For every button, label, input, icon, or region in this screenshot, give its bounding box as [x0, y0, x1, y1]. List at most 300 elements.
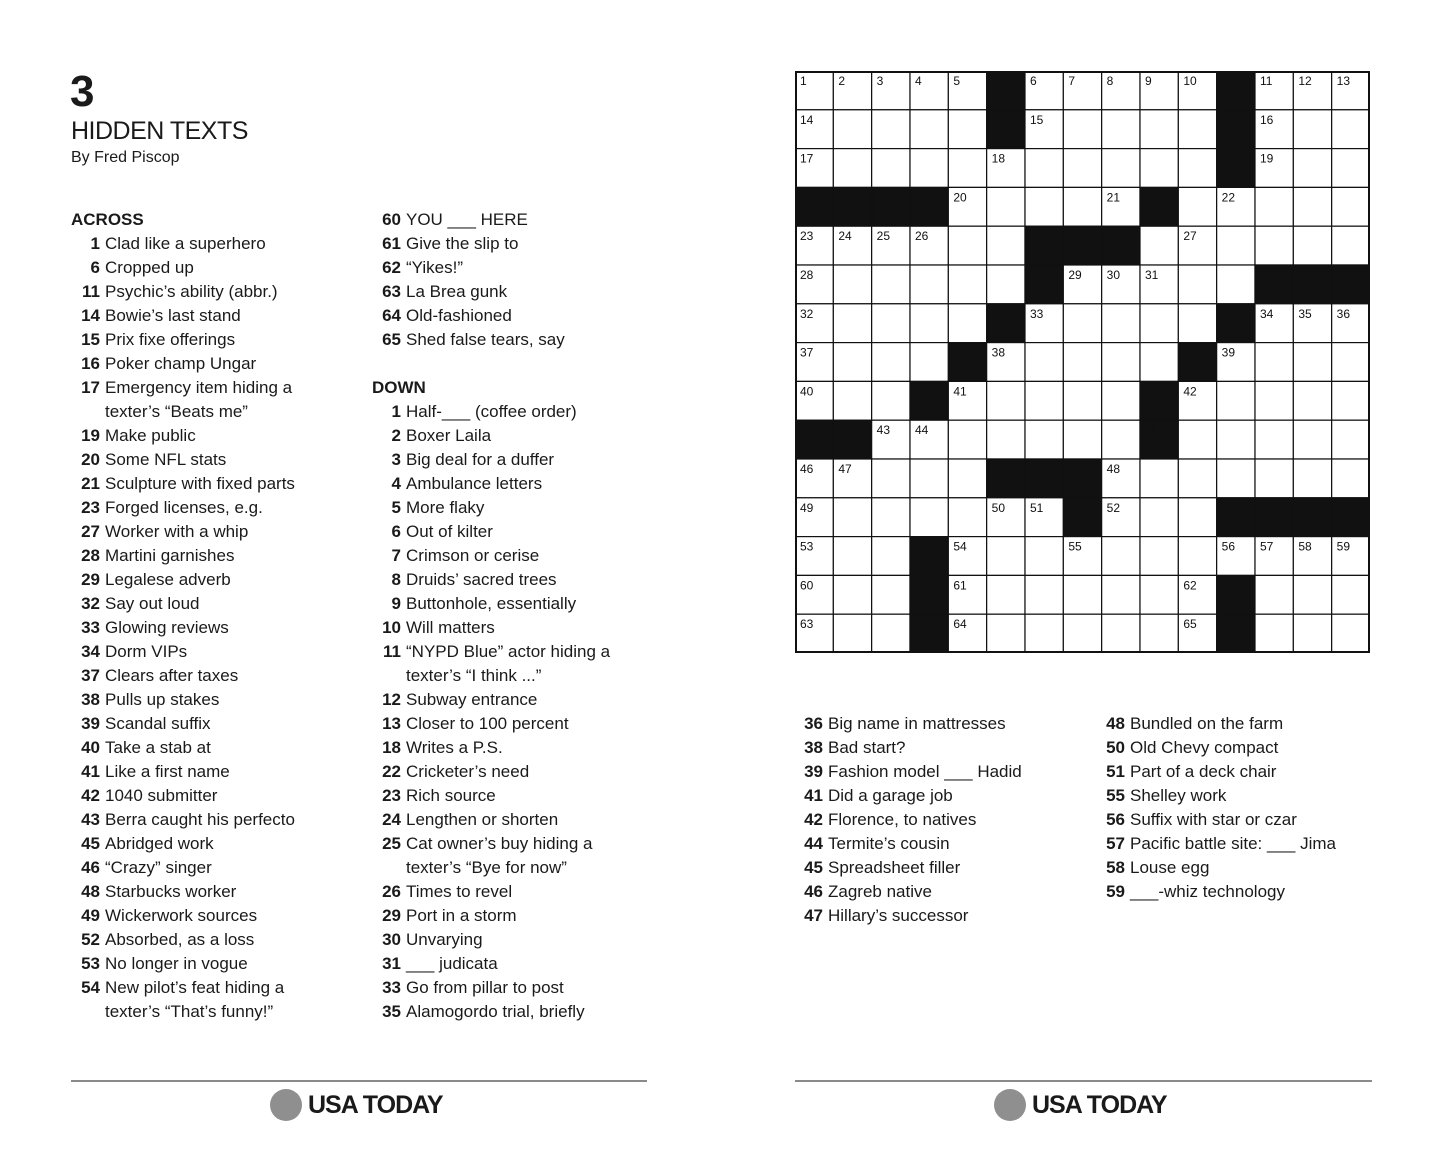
clue-item	[372, 448, 672, 472]
clue-number: 23	[382, 786, 401, 805]
grid-number: 24	[838, 229, 852, 244]
footer-divider-left	[71, 1080, 647, 1082]
footer-divider-right	[795, 1080, 1372, 1082]
grid-cell[interactable]	[833, 149, 871, 188]
grid-cell[interactable]	[987, 420, 1025, 459]
clue-number: 30	[382, 930, 401, 949]
clue-text: texter’s “That’s funny!”	[105, 1002, 274, 1021]
clue-text: Make public	[105, 426, 196, 445]
grid-block	[910, 537, 948, 576]
clue-text: Port in a storm	[406, 906, 517, 925]
grid-cell[interactable]	[1332, 381, 1370, 420]
grid-number: 32	[800, 306, 814, 321]
clue-text: Half-___ (coffee order)	[406, 402, 577, 421]
clue-text: Psychic’s ability (abbr.)	[105, 282, 278, 301]
clue-text: Suffix with star or czar	[1130, 810, 1297, 829]
grid-number: 30	[1106, 268, 1121, 282]
clue-text: Say out loud	[105, 594, 200, 613]
grid-cell[interactable]	[1178, 149, 1216, 188]
clue-text: Big name in mattresses	[828, 714, 1006, 733]
grid-cell[interactable]	[1332, 187, 1370, 226]
grid-cell[interactable]	[948, 265, 986, 304]
clue-text: Old Chevy compact	[1130, 738, 1279, 757]
clue-text: Scandal suffix	[105, 714, 211, 733]
grid-cell[interactable]	[872, 265, 910, 304]
clue-number: 58	[1106, 858, 1125, 877]
grid-block	[1217, 110, 1255, 149]
grid-block	[795, 187, 833, 226]
grid-cell[interactable]	[1332, 575, 1370, 614]
grid-cell[interactable]	[948, 226, 986, 265]
grid-number: 41	[953, 384, 967, 399]
grid-number: 50	[991, 500, 1006, 515]
grid-cell[interactable]	[1293, 381, 1331, 420]
clue-item	[1096, 880, 1396, 904]
clue-number: 10	[382, 618, 401, 637]
grid-cell[interactable]	[1063, 420, 1101, 459]
clue-number: 8	[391, 570, 401, 589]
grid-cell[interactable]	[1025, 420, 1063, 459]
grid-number: 59	[1336, 539, 1351, 554]
clue-text: Prix fixe offerings	[105, 330, 236, 349]
grid-cell[interactable]	[1102, 575, 1140, 614]
grid-cell[interactable]	[1332, 459, 1370, 498]
clue-item	[71, 904, 361, 928]
grid-number: 18	[991, 151, 1006, 166]
clue-number: 5	[391, 498, 401, 517]
grid-cell[interactable]	[1217, 265, 1255, 304]
grid-cell[interactable]	[872, 110, 910, 149]
grid-number: 57	[1260, 539, 1274, 554]
clue-text: “NYPD Blue” actor hiding a	[406, 642, 611, 661]
grid-cell[interactable]	[987, 614, 1025, 653]
grid-cell[interactable]	[948, 498, 986, 537]
grid-cell[interactable]	[872, 537, 910, 576]
grid-cell[interactable]	[1140, 110, 1178, 149]
grid-cell[interactable]	[1102, 614, 1140, 653]
grid-cell[interactable]	[987, 265, 1025, 304]
grid-cell[interactable]	[872, 149, 910, 188]
grid-cell[interactable]	[1140, 459, 1178, 498]
grid-cell[interactable]	[1217, 420, 1255, 459]
grid-cell[interactable]	[833, 614, 871, 653]
clue-item	[71, 688, 361, 712]
grid-cell[interactable]	[948, 110, 986, 149]
grid-cell[interactable]	[1025, 187, 1063, 226]
clue-item	[794, 736, 1084, 760]
grid-cell[interactable]	[1178, 304, 1216, 343]
clue-text: New pilot’s feat hiding a	[105, 978, 285, 997]
grid-cell[interactable]	[948, 149, 986, 188]
grid-cell[interactable]	[833, 575, 871, 614]
clue-number: 46	[81, 858, 100, 877]
grid-cell[interactable]	[1140, 537, 1178, 576]
grid-block	[1102, 226, 1140, 265]
grid-cell[interactable]	[1140, 614, 1178, 653]
clue-item	[794, 808, 1084, 832]
grid-cell[interactable]	[910, 149, 948, 188]
grid-cell[interactable]	[1217, 381, 1255, 420]
grid-cell[interactable]	[1255, 381, 1293, 420]
clue-item	[794, 832, 1084, 856]
clue-number: 23	[81, 498, 100, 517]
grid-cell[interactable]	[1332, 149, 1370, 188]
grid-cell[interactable]	[872, 498, 910, 537]
clue-number: 4	[391, 474, 401, 493]
clue-text: texter’s “Bye for now”	[406, 858, 567, 877]
clue-number: 22	[382, 762, 401, 781]
grid-cell[interactable]	[1140, 575, 1178, 614]
grid-block	[1217, 498, 1255, 537]
grid-cell[interactable]	[910, 498, 948, 537]
clue-item	[372, 712, 672, 736]
grid-cell[interactable]	[1063, 575, 1101, 614]
grid-cell[interactable]	[833, 498, 871, 537]
clue-number: 14	[81, 306, 100, 325]
grid-number: 26	[915, 229, 929, 244]
grid-number: 2	[838, 74, 846, 88]
grid-cell[interactable]	[1293, 575, 1331, 614]
clue-number: 41	[81, 762, 100, 781]
grid-number: 8	[1106, 74, 1114, 88]
crossword-grid[interactable]	[795, 71, 1370, 653]
grid-cell[interactable]	[833, 265, 871, 304]
grid-cell[interactable]	[1140, 149, 1178, 188]
clue-item	[71, 304, 361, 328]
grid-cell[interactable]	[1332, 110, 1370, 149]
grid-cell[interactable]	[1178, 110, 1216, 149]
clue-number: 62	[382, 258, 401, 277]
clue-number: 13	[382, 714, 401, 733]
puzzle-title: HIDDEN TEXTS	[71, 117, 248, 145]
grid-block	[987, 71, 1025, 110]
clue-text: Abridged work	[105, 834, 214, 853]
grid-cell[interactable]	[1255, 420, 1293, 459]
grid-cell[interactable]	[1140, 343, 1178, 382]
grid-cell[interactable]	[1255, 226, 1293, 265]
clue-number: 39	[804, 762, 823, 781]
grid-cell[interactable]	[833, 110, 871, 149]
clue-text: Did a garage job	[828, 786, 953, 805]
clue-text: Closer to 100 percent	[406, 714, 569, 733]
grid-cell[interactable]	[1102, 304, 1140, 343]
clue-text: Dorm VIPs	[105, 642, 188, 661]
clue-text: Boxer Laila	[406, 426, 492, 445]
grid-cell[interactable]	[1063, 149, 1101, 188]
clue-item	[372, 808, 672, 832]
grid-number: 25	[876, 229, 891, 244]
clue-item	[372, 472, 672, 496]
grid-cell[interactable]	[1025, 537, 1063, 576]
grid-cell[interactable]	[833, 343, 871, 382]
clue-item	[372, 904, 672, 928]
grid-number: 47	[838, 462, 852, 476]
grid-cell[interactable]	[1178, 498, 1216, 537]
clue-number: 49	[81, 906, 100, 925]
clue-number: 7	[391, 546, 401, 565]
grid-cell[interactable]	[910, 459, 948, 498]
byline: By Fred Piscop	[71, 149, 180, 166]
grid-cell[interactable]	[948, 459, 986, 498]
grid-cell[interactable]	[987, 381, 1025, 420]
clue-item	[372, 568, 672, 592]
clue-number: 27	[81, 522, 100, 541]
grid-cell[interactable]	[1063, 381, 1101, 420]
grid-number: 56	[1221, 539, 1236, 554]
grid-block	[910, 187, 948, 226]
clue-item	[372, 280, 672, 304]
clue-item	[1096, 856, 1396, 880]
grid-cell[interactable]	[910, 265, 948, 304]
grid-number: 12	[1298, 74, 1312, 88]
clue-item	[71, 232, 361, 256]
grid-cell[interactable]	[1293, 110, 1331, 149]
clue-item	[794, 784, 1084, 808]
grid-number: 35	[1298, 306, 1312, 321]
grid-cell[interactable]	[987, 537, 1025, 576]
clue-number: 1	[90, 234, 100, 253]
clue-item	[372, 592, 672, 616]
clue-number: 33	[382, 978, 401, 997]
grid-cell[interactable]	[987, 575, 1025, 614]
grid-cell[interactable]	[833, 304, 871, 343]
clue-text: Worker with a whip	[105, 522, 249, 541]
grid-cell[interactable]	[1102, 110, 1140, 149]
grid-cell[interactable]	[1102, 381, 1140, 420]
clue-number: 18	[382, 738, 401, 757]
grid-cell[interactable]	[1025, 343, 1063, 382]
grid-block	[1332, 498, 1370, 537]
grid-cell[interactable]	[1063, 614, 1101, 653]
grid-number: 19	[1260, 151, 1274, 166]
grid-cell[interactable]	[910, 304, 948, 343]
clue-text: Times to revel	[406, 882, 513, 901]
grid-number: 31	[1145, 268, 1159, 282]
clue-item	[372, 952, 672, 976]
grid-number: 16	[1260, 112, 1274, 127]
grid-cell[interactable]	[1063, 343, 1101, 382]
clue-text: Starbucks worker	[105, 882, 237, 901]
grid-cell[interactable]	[1063, 110, 1101, 149]
clue-number: 37	[81, 666, 100, 685]
grid-cell[interactable]	[1293, 343, 1331, 382]
grid-cell[interactable]	[1025, 614, 1063, 653]
clue-number: 38	[804, 738, 823, 757]
grid-cell[interactable]	[1102, 420, 1140, 459]
grid-number: 9	[1145, 74, 1152, 88]
clue-number	[71, 1000, 105, 1024]
grid-cell[interactable]	[1178, 187, 1216, 226]
grid-cell[interactable]	[833, 381, 871, 420]
section-gap	[372, 352, 672, 376]
grid-cell[interactable]	[1063, 304, 1101, 343]
grid-cell[interactable]	[1178, 265, 1216, 304]
clue-text: Take a stab at	[105, 738, 211, 757]
usa-today-logo-left	[270, 1089, 443, 1121]
clue-number: 15	[81, 330, 100, 349]
clue-column-2	[372, 208, 672, 1024]
grid-cell[interactable]	[1025, 575, 1063, 614]
clue-text: Cricketer’s need	[406, 762, 530, 781]
grid-number: 15	[1030, 112, 1044, 127]
grid-cell[interactable]	[1332, 343, 1370, 382]
grid-cell[interactable]	[833, 537, 871, 576]
clue-number: 45	[81, 834, 100, 853]
grid-cell[interactable]	[1332, 614, 1370, 653]
clue-number: 57	[1106, 834, 1125, 853]
logo-circle-icon	[270, 1089, 302, 1121]
clue-number: 45	[804, 858, 823, 877]
grid-block	[910, 381, 948, 420]
clue-heading: ACROSS	[71, 210, 144, 229]
clue-item	[71, 520, 361, 544]
clue-number: 20	[81, 450, 100, 469]
clue-text: Some NFL stats	[105, 450, 227, 469]
clue-item	[71, 592, 361, 616]
grid-cell[interactable]	[987, 187, 1025, 226]
logo-circle-icon	[994, 1089, 1026, 1121]
grid-cell[interactable]	[1140, 226, 1178, 265]
clue-number: 21	[81, 474, 100, 493]
grid-block	[910, 575, 948, 614]
clue-text: Forged licenses, e.g.	[105, 498, 263, 517]
clue-number: 1	[391, 402, 401, 421]
grid-block	[833, 420, 871, 459]
grid-cell[interactable]	[1255, 187, 1293, 226]
clue-text: Lengthen or shorten	[406, 810, 559, 829]
grid-cell[interactable]	[1025, 149, 1063, 188]
grid-cell[interactable]	[1293, 149, 1331, 188]
grid-cell[interactable]	[1217, 226, 1255, 265]
clue-text: Alamogordo trial, briefly	[406, 1002, 585, 1021]
clue-item	[71, 328, 361, 352]
clue-item	[1096, 736, 1396, 760]
grid-cell[interactable]	[1217, 459, 1255, 498]
grid-cell[interactable]	[872, 381, 910, 420]
grid-cell[interactable]	[1293, 614, 1331, 653]
clue-text: Bad start?	[828, 738, 906, 757]
clue-number: 65	[382, 330, 401, 349]
grid-cell[interactable]	[1063, 187, 1101, 226]
grid-number: 53	[800, 539, 814, 554]
clue-item	[71, 424, 361, 448]
clue-text: texter’s “I think ...”	[406, 666, 542, 685]
clue-number: 31	[382, 954, 401, 973]
grid-number: 14	[800, 112, 814, 127]
grid-block	[1140, 381, 1178, 420]
grid-cell[interactable]	[1293, 187, 1331, 226]
clue-item	[71, 472, 361, 496]
grid-number: 22	[1221, 190, 1236, 205]
grid-cell[interactable]	[1332, 420, 1370, 459]
grid-cell[interactable]	[1293, 420, 1331, 459]
grid-cell[interactable]	[1102, 343, 1140, 382]
clue-text: Berra caught his perfecto	[105, 810, 295, 829]
grid-block	[872, 187, 910, 226]
grid-cell[interactable]	[987, 226, 1025, 265]
grid-block	[1217, 614, 1255, 653]
clue-item	[71, 1000, 361, 1024]
clue-text: Sculpture with fixed parts	[105, 474, 295, 493]
clue-number: 2	[391, 426, 401, 445]
grid-cell[interactable]	[872, 304, 910, 343]
grid-number: 23	[800, 229, 814, 244]
grid-cell[interactable]	[1293, 459, 1331, 498]
grid-cell[interactable]	[1140, 498, 1178, 537]
grid-cell[interactable]	[1255, 459, 1293, 498]
grid-cell[interactable]	[1255, 614, 1293, 653]
clue-number: 56	[1106, 810, 1125, 829]
clue-number: 53	[81, 954, 100, 973]
grid-cell[interactable]	[872, 614, 910, 653]
clue-number: 3	[391, 450, 401, 469]
clue-text: Absorbed, as a loss	[105, 930, 255, 949]
grid-cell[interactable]	[872, 459, 910, 498]
clue-item	[71, 496, 361, 520]
clue-number	[71, 400, 105, 424]
grid-number: 61	[953, 578, 967, 593]
grid-number: 55	[1068, 539, 1082, 554]
puzzle-number: 3	[70, 67, 95, 116]
clue-number: 11	[383, 642, 401, 661]
grid-cell[interactable]	[1178, 420, 1216, 459]
clue-item	[71, 928, 361, 952]
grid-number: 52	[1106, 500, 1121, 515]
grid-cell[interactable]	[1102, 149, 1140, 188]
clue-text: Martini garnishes	[105, 546, 235, 565]
grid-cell[interactable]	[910, 343, 948, 382]
clue-item	[794, 760, 1084, 784]
grid-cell[interactable]	[910, 110, 948, 149]
clue-item	[71, 400, 361, 424]
grid-cell[interactable]	[1293, 226, 1331, 265]
grid-cell[interactable]	[948, 420, 986, 459]
clue-item	[372, 928, 672, 952]
clue-item	[71, 856, 361, 880]
grid-block	[987, 459, 1025, 498]
clue-item	[71, 784, 361, 808]
grid-number: 62	[1183, 578, 1197, 593]
grid-cell[interactable]	[1025, 381, 1063, 420]
logo-text: USA TODAY	[1032, 1090, 1167, 1119]
grid-cell[interactable]	[872, 575, 910, 614]
grid-block	[833, 187, 871, 226]
clue-item	[71, 544, 361, 568]
grid-cell[interactable]	[1178, 537, 1216, 576]
clue-number: 63	[382, 282, 401, 301]
grid-cell[interactable]	[872, 343, 910, 382]
grid-cell[interactable]	[1102, 537, 1140, 576]
clue-text: Hillary’s successor	[828, 906, 969, 925]
grid-number: 60	[800, 578, 814, 593]
grid-cell[interactable]	[1140, 304, 1178, 343]
grid-number: 48	[1106, 462, 1121, 476]
grid-number: 27	[1183, 229, 1197, 244]
clue-number: 41	[804, 786, 823, 805]
grid-cell[interactable]	[1255, 343, 1293, 382]
clue-text: Clears after taxes	[105, 666, 239, 685]
grid-cell[interactable]	[1332, 226, 1370, 265]
clue-item	[372, 232, 672, 256]
grid-cell[interactable]	[948, 304, 986, 343]
clue-text: Pulls up stakes	[105, 690, 220, 709]
usa-today-logo-right	[994, 1089, 1167, 1121]
grid-cell[interactable]	[1255, 575, 1293, 614]
clue-item	[372, 520, 672, 544]
grid-cell[interactable]	[1178, 459, 1216, 498]
grid-number: 51	[1030, 500, 1044, 515]
clue-text: Fashion model ___ Hadid	[828, 762, 1022, 781]
